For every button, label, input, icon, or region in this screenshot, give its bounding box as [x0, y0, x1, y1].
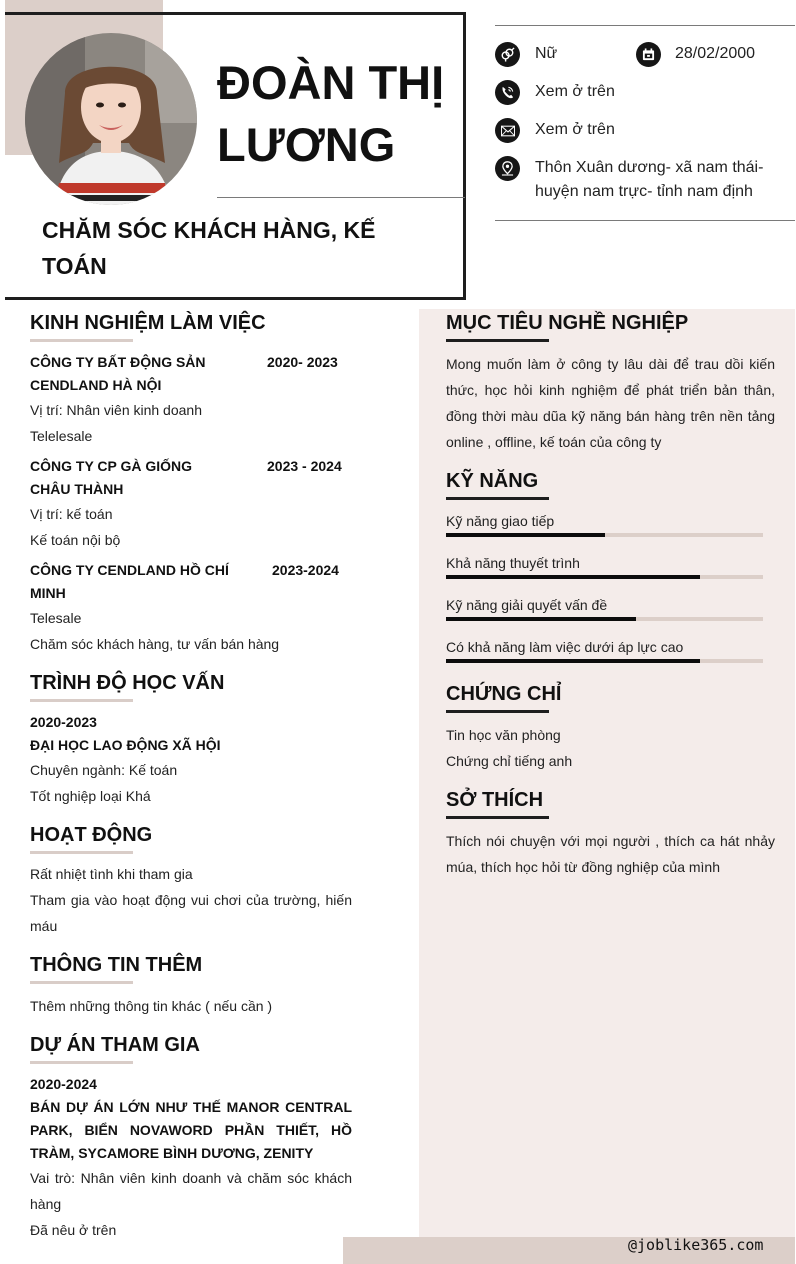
experience-period: 2023 - 2024	[267, 458, 342, 474]
skill-bar-fill	[446, 575, 700, 579]
projects-note: Đã nêu ở trên	[30, 1222, 117, 1238]
phone-icon	[495, 80, 520, 105]
experience-position: Vị trí: kế toán	[30, 506, 113, 522]
profile-photo	[25, 33, 197, 205]
name-line-2: LƯƠNG	[217, 118, 396, 171]
projects-period: 2020-2024	[30, 1076, 97, 1092]
skills-list	[446, 512, 775, 663]
name-divider	[217, 197, 465, 198]
watermark: @joblike365.com	[628, 1236, 764, 1254]
skill-label: Có khả năng làm việc dưới áp lực cao	[446, 639, 684, 655]
contact-bottom-divider	[495, 220, 795, 221]
activities-underline	[30, 851, 133, 854]
activities-line: Tham gia vào hoạt động vui chơi của trường, hiến máu	[30, 892, 352, 934]
objective-section	[446, 309, 775, 455]
objective-text: Mong muốn làm ở công ty lâu dài để trau dồi kiến thức, học hỏi kinh nghiệm để phát triển bản thân, đồng thời màu dũa kỹ năng bán hàng trên nền tảng online , offline, kế toán của công ty	[446, 356, 775, 450]
experience-period: 2020- 2023	[267, 354, 338, 370]
education-grade: Tốt nghiệp loại Khá	[30, 788, 151, 804]
skill-bar-track	[446, 533, 763, 537]
hobbies-section	[446, 786, 775, 880]
contact-top-divider	[495, 25, 795, 26]
education-school: ĐẠI HỌC LAO ĐỘNG XÃ HỘI	[30, 737, 221, 753]
objective-underline	[446, 339, 549, 342]
certificates-title: CHỨNG CHỈ	[446, 683, 562, 705]
experience-title: KINH NGHIỆM LÀM VIỆC	[30, 312, 266, 334]
skill-label: Kỹ năng giải quyết vấn đề	[446, 597, 608, 613]
experience-company: CÔNG TY BẤT ĐỘNG SẢN CENDLAND HÀ NỘI	[30, 354, 206, 393]
additional-title: THÔNG TIN THÊM	[30, 954, 203, 976]
activities-section	[30, 821, 352, 939]
projects-underline	[30, 1061, 133, 1064]
experience-position: Vị trí: Nhân viên kinh doanh	[30, 402, 202, 418]
skill-item	[446, 554, 775, 579]
experience-item	[30, 351, 352, 449]
projects-name: BÁN DỰ ÁN LỚN NHƯ THẾ MANOR CENTRAL PARK, BIỂN NOVAWORD PHẦN THIẾT, HỒ TRÀM, SYCAMORE BÌNH DƯƠNG, ZENITY	[30, 1099, 352, 1161]
skills-underline	[446, 497, 549, 500]
experience-period: 2023-2024	[272, 562, 339, 578]
skills-section	[446, 467, 775, 663]
skills-title: KỸ NĂNG	[446, 470, 539, 492]
address-value: Thôn Xuân dương- xã nam thái- huyện nam trực- tỉnh nam định	[535, 159, 764, 200]
skill-item	[446, 638, 775, 663]
skill-bar-fill	[446, 533, 605, 537]
skill-bar-track	[446, 659, 763, 663]
additional-section	[30, 951, 352, 1019]
skill-bar-fill	[446, 659, 700, 663]
additional-underline	[30, 981, 133, 984]
certificates-underline	[446, 710, 549, 713]
gender-icon	[495, 42, 520, 67]
skill-item	[446, 596, 775, 621]
skill-bar-track	[446, 575, 763, 579]
gender-value: Nữ	[535, 45, 558, 62]
full-name	[217, 52, 457, 176]
activities-line: Rất nhiệt tình khi tham gia	[30, 866, 193, 882]
skill-label: Kỹ năng giao tiếp	[446, 513, 555, 529]
experience-item	[30, 455, 352, 553]
skill-item	[446, 512, 775, 537]
phone-value: Xem ở trên	[535, 83, 615, 100]
hobbies-text: Thích nói chuyện với mọi người , thích ca hát nhảy múa, thích học hỏi từ đồng nghiệp của mình	[446, 833, 775, 875]
experience-detail: Kế toán nội bộ	[30, 532, 121, 548]
experience-company: CÔNG TY CENDLAND HỒ CHÍ MINH	[30, 562, 229, 601]
projects-title: DỰ ÁN THAM GIA	[30, 1034, 200, 1056]
experience-underline	[30, 339, 133, 342]
experience-position: Telesale	[30, 610, 82, 626]
birthday-value: 28/02/2000	[675, 45, 756, 62]
name-line-1: ĐOÀN THỊ	[217, 56, 445, 109]
skill-label: Khả năng thuyết trình	[446, 555, 580, 571]
education-major: Chuyên ngành: Kế toán	[30, 762, 178, 778]
certificate-item: Chứng chỉ tiếng anh	[446, 753, 573, 769]
projects-role: Vai trò: Nhân viên kinh doanh và chăm sóc khách hàng	[30, 1170, 352, 1212]
location-icon	[495, 156, 520, 181]
education-period: 2020-2023	[30, 714, 97, 730]
objective-title: MỤC TIÊU NGHỀ NGHIỆP	[446, 312, 689, 334]
activities-title: HOẠT ĐỘNG	[30, 824, 153, 846]
job-title: CHĂM SÓC KHÁCH HÀNG, KẾ TOÁN	[42, 217, 376, 279]
skill-bar-track	[446, 617, 763, 621]
experience-item	[30, 559, 352, 657]
left-column	[30, 309, 352, 1243]
skill-bar-fill	[446, 617, 636, 621]
email-icon	[495, 118, 520, 143]
right-column	[446, 309, 775, 880]
experience-detail: Chăm sóc khách hàng, tư vấn bán hàng	[30, 636, 280, 652]
hobbies-title: SỞ THÍCH	[446, 789, 544, 811]
certificates-section	[446, 680, 775, 774]
hobbies-underline	[446, 816, 549, 819]
email-value: Xem ở trên	[535, 121, 615, 138]
education-section	[30, 669, 352, 809]
projects-section	[30, 1031, 352, 1243]
education-title: TRÌNH ĐỘ HỌC VẤN	[30, 672, 225, 694]
education-underline	[30, 699, 133, 702]
certificate-item: Tin học văn phòng	[446, 727, 561, 743]
calendar-icon	[636, 42, 661, 67]
experience-section	[30, 309, 352, 657]
additional-text: Thêm những thông tin khác ( nếu cần )	[30, 998, 273, 1014]
experience-detail: Telelesale	[30, 428, 93, 444]
experience-company: CÔNG TY CP GÀ GIỐNG CHÂU THÀNH	[30, 458, 193, 497]
